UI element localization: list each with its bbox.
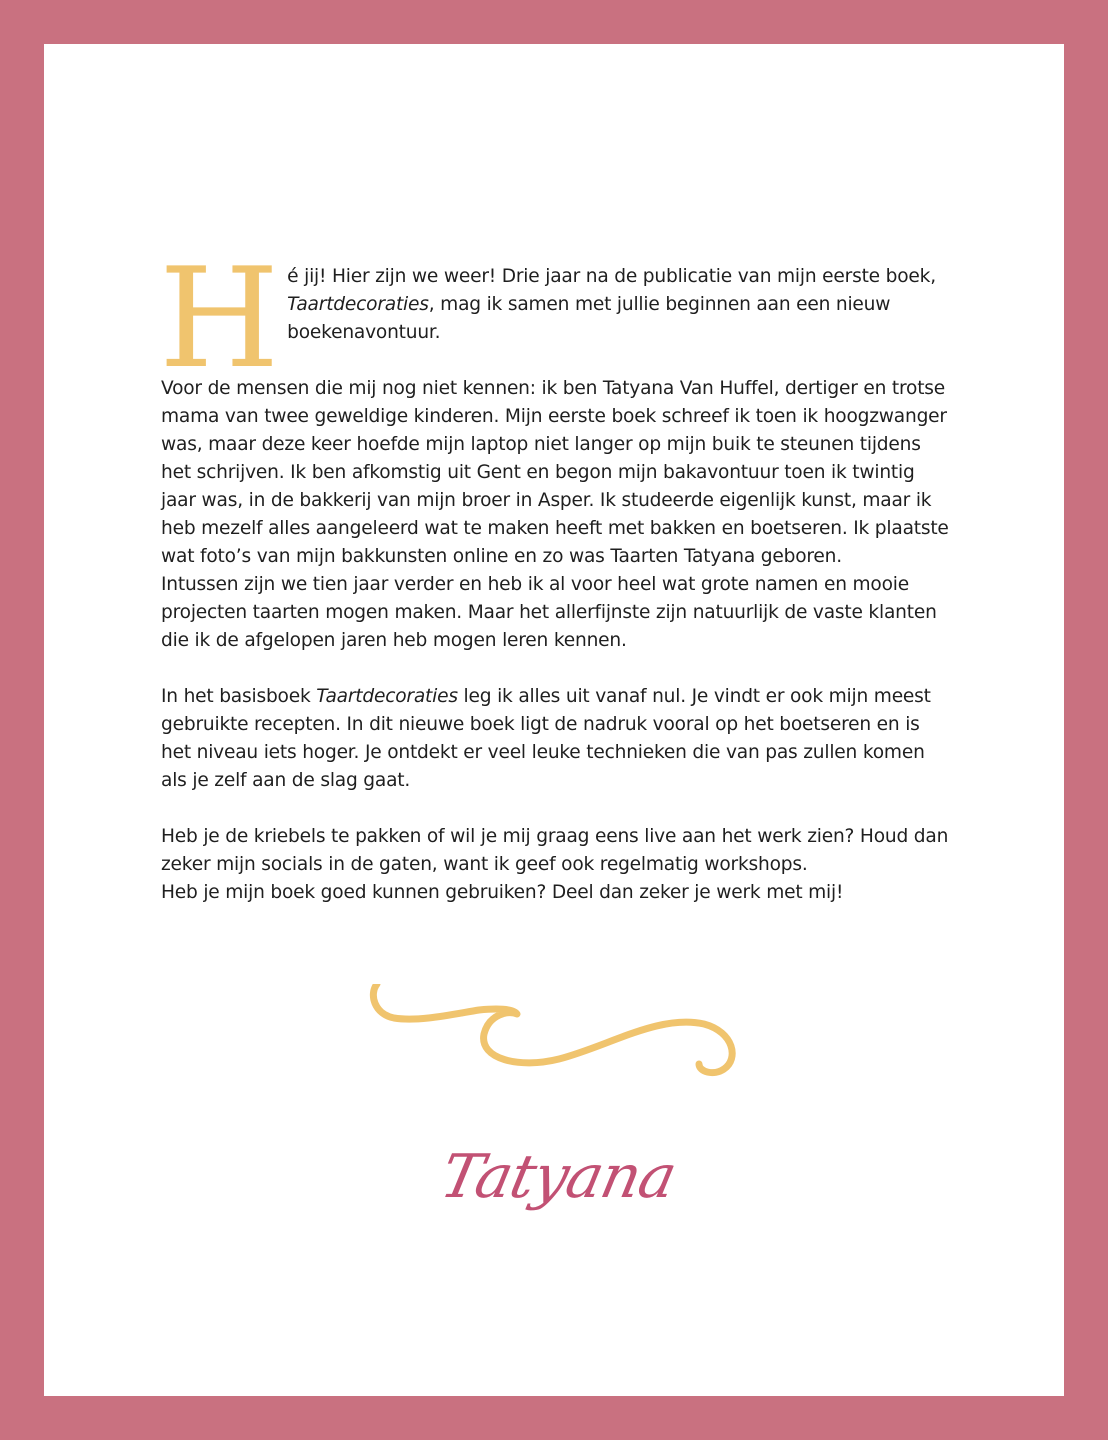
paragraph-spacer: [161, 655, 951, 683]
letter-body: [159, 238, 951, 907]
book-title: Taartdecoraties: [287, 294, 429, 315]
workshop-paragraph: Heb je de kriebels te pakken of wil je mij graag eens live aan het werk zien? Houd dan zeker mijn socials in de gaten, want ik geef ook regelmatig workshops.: [161, 826, 949, 875]
book-text-b: leg ik alles uit vanaf nul. Je vindt er ook mijn meest gebruikte recepten. In dit nieuwe boek ligt de nadruk vooral op het boetseren en is het niveau iets hoger. Je ontdekt er veel leuke technieken die van pas zullen komen als je zelf aan de slag gaat.: [161, 686, 931, 791]
intro-text-a: é jij! Hier zijn we weer! Drie jaar na de publicatie van mijn eerste boek,: [287, 266, 936, 287]
decorative-swirl-icon: [369, 984, 739, 1094]
career-paragraph: Intussen zijn we tien jaar verder en heb ik al voor heel wat grote namen en mooie projecten taarten mogen maken. Maar het allerfijnste zijn natuurlijk de vaste klanten die ik de afgelopen jaren heb mogen leren kennen.: [161, 574, 937, 651]
about-paragraph: Voor de mensen die mij nog niet kennen: ik ben Tatyana Van Huffel, dertiger en trotse mama van twee geweldige kinderen. Mijn eerste boek schreef ik toen ik hoogzwanger was, maar deze keer hoefde mijn laptop niet langer op mijn buik te steunen tijdens het schrijven. Ik ben afkomstig uit Gent en begon mijn bakavontuur toen ik twintig jaar was, in de bakkerij van mijn broer in Asper. Ik studeerde eigenlijk kunst, maar ik heb mezelf alles aangeleerd wat te maken heeft met bakken en boetseren. Ik plaatste wat foto’s van mijn bakkunsten online en zo was Taarten Tatyana geboren.: [161, 378, 949, 567]
paragraph-spacer: [161, 795, 951, 823]
book-title-2: Taartdecoraties: [316, 686, 458, 707]
book-paragraph: [161, 683, 951, 795]
signature: Tatyana: [434, 1142, 682, 1212]
drop-cap: H: [159, 238, 280, 399]
intro-paragraph: [159, 238, 951, 399]
page: [44, 44, 1064, 1396]
book-text-a: In het basisboek: [161, 686, 317, 707]
share-paragraph: Heb je mijn boek goed kunnen gebruiken? Deel dan zeker je werk met mij!: [161, 882, 844, 903]
intro-text-b: , mag ik samen met jullie beginnen aan een nieuw boekenavontuur.: [287, 294, 891, 343]
